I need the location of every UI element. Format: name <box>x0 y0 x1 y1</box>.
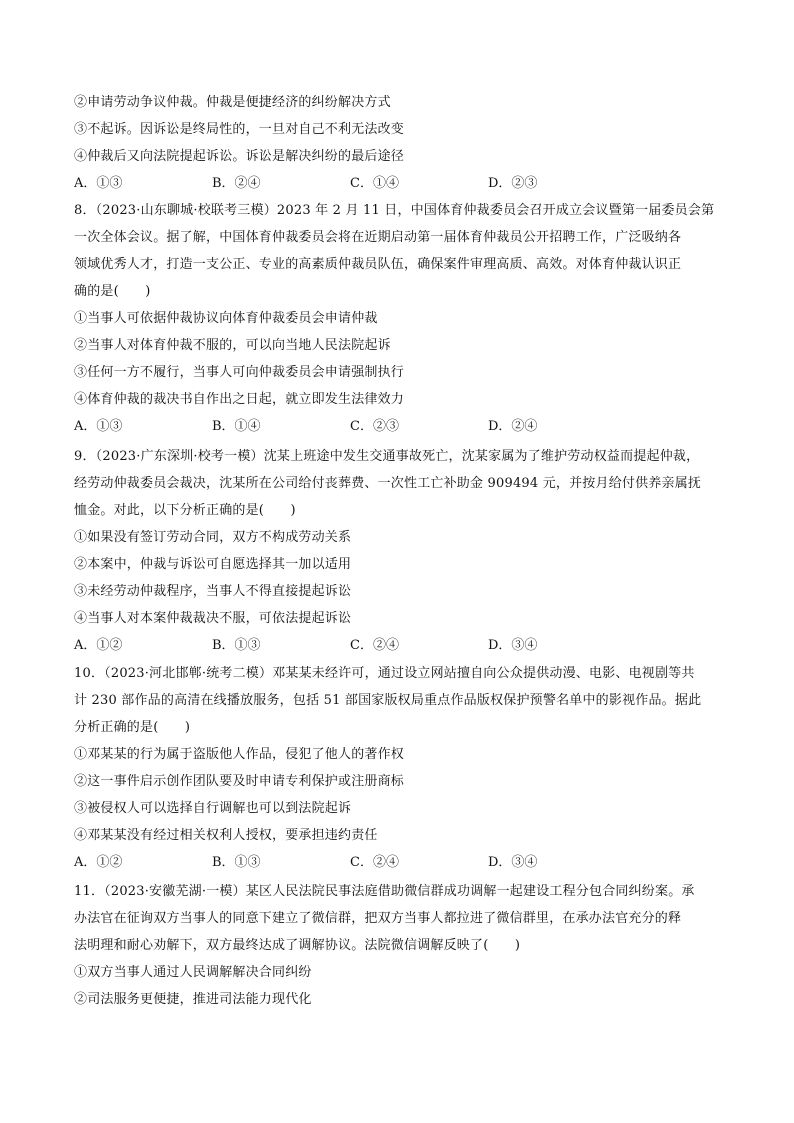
q9-option-2: ②本案中，仲裁与诉讼可自愿选择其一加以适用 <box>74 557 352 572</box>
q8-stem-line-4: 确的是( ) <box>74 284 151 299</box>
q8-stem-line-2: 一次全体会议。据了解，中国体育仲裁委员会将在近期启动第一届体育仲裁员公开招聘工作，广泛吸纳各 <box>74 230 682 245</box>
q10-choice-c[interactable]: C．②④ <box>350 855 399 870</box>
q9-answer-choices <box>74 637 734 655</box>
q10-choice-a[interactable]: A．①② <box>74 855 123 870</box>
q9-choice-d[interactable]: D．③④ <box>488 638 538 653</box>
q11-stem-line-3: 法明理和耐心劝解下，双方最终达成了调解协议。法院微信调解反映了( ) <box>74 938 521 953</box>
q10-choice-b[interactable]: B．①③ <box>212 855 261 870</box>
q11-option-1: ①双方当事人通过人民调解解决合同纠纷 <box>74 965 312 980</box>
q8-option-4: ④体育仲裁的裁决书自作出之日起，就立即发生法律效力 <box>74 392 405 407</box>
q7-option-3: ③不起诉。因诉讼是终局性的，一旦对自己不利无法改变 <box>74 122 405 137</box>
q10-option-1: ①邓某某的行为属于盗版他人作品，侵犯了他人的著作权 <box>74 747 405 762</box>
q8-choice-a[interactable]: A．①③ <box>74 419 123 434</box>
q9-stem-line-3: 恤金。对此，以下分析正确的是( ) <box>74 503 296 518</box>
q10-option-4: ④邓某某没有经过相关权利人授权，要承担违约责任 <box>74 828 378 843</box>
q8-choice-d[interactable]: D．②④ <box>488 419 538 434</box>
q9-stem-line-1: 9．（2023·广东深圳·校考一模）沈某上班途中发生交通事故死亡，沈某家属为了维护劳动权益而提起仲裁， <box>74 449 700 464</box>
q8-option-2: ②当事人对体育仲裁不服的，可以向当地人民法院起诉 <box>74 338 391 353</box>
q10-stem-line-3: 分析正确的是( ) <box>74 720 191 735</box>
q9-choice-c[interactable]: C．②④ <box>350 638 399 653</box>
q8-answer-choices <box>74 418 734 436</box>
q8-option-1: ①当事人可依据仲裁协议向体育仲裁委员会申请仲裁 <box>74 311 378 326</box>
q11-stem-line-1: 11．（2023·安徽芜湖·一模）某区人民法院民事法庭借助微信群成功调解一起建设工程分包合同纠纷案。承 <box>74 884 695 899</box>
q9-choice-b[interactable]: B．①③ <box>212 638 261 653</box>
q10-answer-choices <box>74 854 734 872</box>
q7-answer-choices <box>74 175 734 193</box>
q10-stem-line-1: 10．（2023·河北邯郸·统考二模）邓某某未经许可，通过设立网站擅自向公众提供动漫、电影、电视剧等共 <box>74 666 695 681</box>
q11-option-2: ②司法服务更便捷，推进司法能力现代化 <box>74 992 312 1007</box>
q9-option-3: ③未经劳动仲裁程序，当事人不得直接提起诉讼 <box>74 584 352 599</box>
q8-choice-c[interactable]: C．②③ <box>350 419 399 434</box>
q7-choice-d[interactable]: D．②③ <box>488 176 538 191</box>
q10-stem-line-2: 计 230 部作品的高清在线播放服务，包括 51 部国家版权局重点作品版权保护预警名单中的影视作品。据此 <box>74 693 702 708</box>
q9-option-1: ①如果没有签订劳动合同，双方不构成劳动关系 <box>74 530 352 545</box>
q10-option-3: ③被侵权人可以选择自行调解也可以到法院起诉 <box>74 801 352 816</box>
q9-option-4: ④当事人对本案仲裁裁决不服，可依法提起诉讼 <box>74 611 352 626</box>
q8-stem-line-1: 8．（2023·山东聊城·校联考三模）2023 年 2 月 11 日，中国体育仲裁委员会召开成立会议暨第一届委员会第 <box>74 203 715 218</box>
q7-option-2: ②申请劳动争议仲裁。仲裁是便捷经济的纠纷解决方式 <box>74 95 391 110</box>
q7-option-4: ④仲裁后又向法院提起诉讼。诉讼是解决纠纷的最后途径 <box>74 149 405 164</box>
q10-choice-d[interactable]: D．③④ <box>488 855 538 870</box>
q7-choice-b[interactable]: B．②④ <box>212 176 261 191</box>
q7-choice-c[interactable]: C．①④ <box>350 176 399 191</box>
q9-stem-line-2: 经劳动仲裁委员会裁决，沈某所在公司给付丧葬费、一次性工亡补助金 909494 元，并按月给付供养亲属抚 <box>74 476 702 491</box>
q10-option-2: ②这一事件启示创作团队要及时申请专利保护或注册商标 <box>74 774 405 789</box>
q8-stem-line-3: 领域优秀人才，打造一支公正、专业的高素质仲裁员队伍，确保案件审理高质、高效。对体育仲裁认识正 <box>74 257 682 272</box>
q7-choice-a[interactable]: A．①③ <box>74 176 123 191</box>
q8-choice-b[interactable]: B．①④ <box>212 419 261 434</box>
q9-choice-a[interactable]: A．①② <box>74 638 123 653</box>
q8-option-3: ③任何一方不履行，当事人可向仲裁委员会申请强制执行 <box>74 365 405 380</box>
q11-stem-line-2: 办法官在征询双方当事人的同意下建立了微信群，把双方当事人都拉进了微信群里，在承办法官充分的释 <box>74 911 682 926</box>
